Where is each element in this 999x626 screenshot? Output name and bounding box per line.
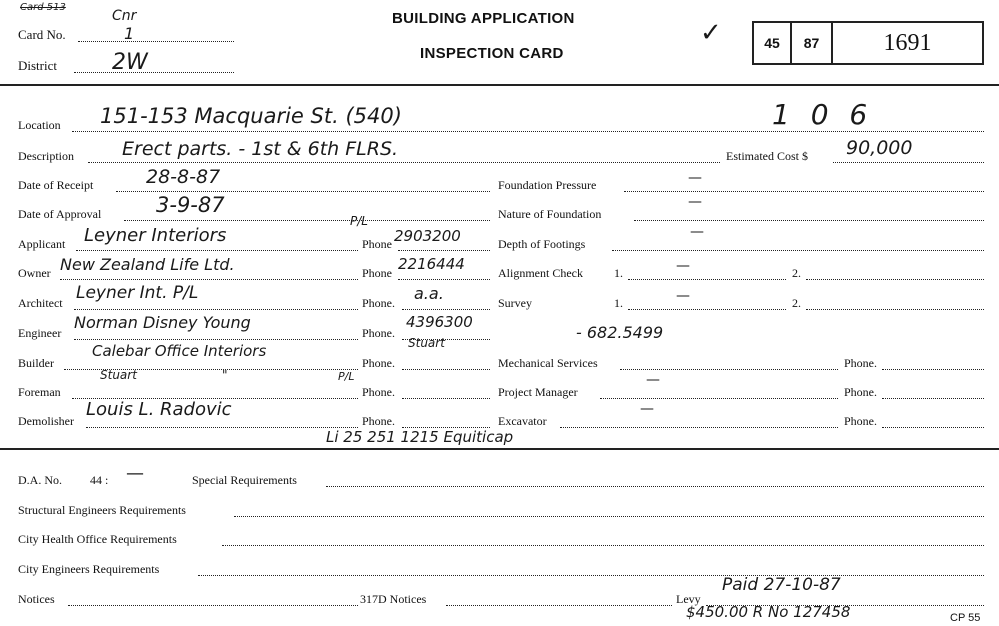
foreman-quote: " (222, 368, 228, 382)
card-no-value: 1 (124, 24, 135, 43)
structural-requirements-label: Structural Engineers Requirements (18, 503, 186, 517)
description-line (88, 162, 720, 163)
engineer-phone-extra: - 682.5499 (576, 323, 664, 342)
owner-label: Owner (18, 266, 51, 280)
reference-number-boxes (752, 21, 984, 65)
owner-phone-line (398, 279, 490, 280)
applicant-note: P/L (350, 214, 368, 228)
excavator-dash: — (640, 401, 654, 417)
builder-phone-label: Phone. (362, 356, 395, 370)
architect-phone-label: Phone. (362, 296, 395, 310)
owner-value: New Zealand Life Ltd. (60, 255, 235, 274)
corner-note: Card 513 (20, 2, 66, 13)
alignment-1-label: 1. (614, 266, 623, 280)
excavator-phone-line (882, 427, 984, 428)
estimated-cost-line (833, 162, 984, 163)
date-receipt-label: Date of Receipt (18, 178, 94, 192)
alignment-1-line (628, 279, 786, 280)
builder-label: Builder (18, 356, 54, 370)
da-no-value: 44 : (90, 473, 109, 487)
engineer-phone-label: Phone. (362, 326, 395, 340)
architect-line (74, 309, 358, 310)
notices-label: Notices (18, 592, 55, 606)
district-label: District (18, 58, 57, 73)
location-line (72, 131, 984, 132)
foreman-phone-line (402, 398, 490, 399)
mechanical-phone-label: Phone. (844, 356, 877, 370)
owner-line (60, 279, 358, 280)
health-requirements-label: City Health Office Requirements (18, 532, 177, 546)
ref-box-1: 45 (754, 23, 792, 63)
alignment-2-line (806, 279, 984, 280)
excavator-label: Excavator (498, 414, 547, 428)
survey-1-label: 1. (614, 296, 623, 310)
levy-label: Levy (676, 592, 701, 606)
depth-footings-label: Depth of Footings (498, 237, 586, 251)
builder-note: Stuart (408, 336, 445, 350)
location-note: 1 0 6 (772, 98, 874, 131)
nature-foundation-label: Nature of Foundation (498, 207, 602, 221)
applicant-phone: 2903200 (394, 227, 461, 245)
date-approval-label: Date of Approval (18, 207, 102, 221)
engineer-label: Engineer (18, 326, 62, 340)
form-code: CP 55 (950, 612, 981, 624)
applicant-phone-line (398, 250, 490, 251)
ref-box-3: 1691 (883, 29, 932, 56)
foreman-note: P/L (338, 370, 355, 383)
survey-1-line (628, 309, 786, 310)
foundation-pressure-line (624, 191, 984, 192)
header-divider (0, 84, 999, 86)
estimated-cost-label: Estimated Cost $ (726, 149, 808, 163)
architect-phone: a.a. (414, 284, 444, 303)
demolisher-value: Louis L. Radovic (86, 399, 232, 420)
location-value: 151-153 Macquarie St. (540) (100, 104, 402, 128)
engineer-phone: 4396300 (406, 313, 473, 331)
form-title-line1: BUILDING APPLICATION (392, 10, 575, 27)
form-title-line2: INSPECTION CARD (420, 45, 564, 62)
owner-phone-label: Phone (362, 266, 392, 280)
nature-foundation-line (634, 220, 984, 221)
survey-2-label: 2. (792, 296, 801, 310)
fields-divider (0, 448, 999, 450)
date-approval-line (124, 220, 490, 221)
structural-requirements-line (234, 516, 984, 517)
architect-phone-line (402, 309, 490, 310)
applicant-phone-label: Phone (362, 237, 392, 251)
ref-box-2: 87 (792, 23, 833, 63)
foundation-pressure-dash: — (688, 170, 702, 186)
demolisher-phone-label: Phone. (362, 414, 395, 428)
demolisher-extra: Li 25 251 1215 Equiticap (326, 428, 514, 446)
depth-footings-line (612, 250, 984, 251)
district-line (74, 72, 234, 73)
engineers-requirements-line (198, 575, 984, 576)
applicant-label: Applicant (18, 237, 66, 251)
card-no-label: Card No. (18, 27, 66, 42)
check-mark-icon: ✓ (700, 18, 722, 48)
description-label: Description (18, 149, 74, 163)
alignment-1-dash: — (676, 258, 690, 274)
depth-footings-dash: — (690, 224, 704, 240)
estimated-cost-value: 90,000 (846, 137, 913, 159)
architect-label: Architect (18, 296, 63, 310)
card-no-line (78, 41, 234, 42)
mechanical-services-label: Mechanical Services (498, 356, 598, 370)
mechanical-services-line (620, 369, 838, 370)
notices-317d-line (446, 605, 672, 606)
owner-phone: 2216444 (398, 255, 465, 273)
project-manager-dash: — (646, 372, 660, 388)
levy-value: Paid 27-10-87 (722, 575, 841, 595)
engineer-value: Norman Disney Young (74, 313, 251, 332)
da-no-dash: — (126, 463, 144, 484)
date-receipt-value: 28-8-87 (146, 166, 221, 188)
demolisher-label: Demolisher (18, 414, 74, 428)
notices-317d-label: 317D Notices (360, 592, 427, 606)
alignment-2-label: 2. (792, 266, 801, 280)
applicant-value: Leyner Interiors (84, 225, 227, 246)
district-value: 2W (112, 50, 148, 75)
foreman-value: Stuart (100, 368, 137, 382)
notices-line (68, 605, 358, 606)
foreman-phone-label: Phone. (362, 385, 395, 399)
survey-1-dash: — (676, 288, 690, 304)
special-requirements-line (326, 486, 984, 487)
project-manager-phone-label: Phone. (844, 385, 877, 399)
excavator-line (560, 427, 838, 428)
date-receipt-line (116, 191, 490, 192)
project-manager-line (600, 398, 838, 399)
description-value: Erect parts. - 1st & 6th FLRS. (122, 138, 399, 160)
survey-2-line (806, 309, 984, 310)
engineers-requirements-label: City Engineers Requirements (18, 562, 160, 576)
health-requirements-line (222, 545, 984, 546)
alignment-check-label: Alignment Check (498, 266, 583, 280)
excavator-phone-label: Phone. (844, 414, 877, 428)
builder-value: Calebar Office Interiors (92, 342, 267, 360)
applicant-line (76, 250, 358, 251)
survey-label: Survey (498, 296, 532, 310)
architect-value: Leyner Int. P/L (76, 283, 199, 303)
demolisher-line (86, 427, 358, 428)
card-no-note: Cnr (112, 8, 137, 24)
date-approval-value: 3-9-87 (156, 193, 225, 217)
mechanical-phone-line (882, 369, 984, 370)
engineer-line (74, 339, 358, 340)
da-no-label: D.A. No. (18, 473, 62, 487)
project-manager-label: Project Manager (498, 385, 578, 399)
foreman-label: Foreman (18, 385, 61, 399)
project-manager-phone-line (882, 398, 984, 399)
levy-amount: $450.00 R No 127458 (686, 603, 851, 621)
location-label: Location (18, 118, 61, 132)
special-requirements-label: Special Requirements (192, 473, 297, 487)
builder-phone-line (402, 369, 490, 370)
nature-foundation-dash: — (688, 194, 702, 210)
foundation-pressure-label: Foundation Pressure (498, 178, 597, 192)
